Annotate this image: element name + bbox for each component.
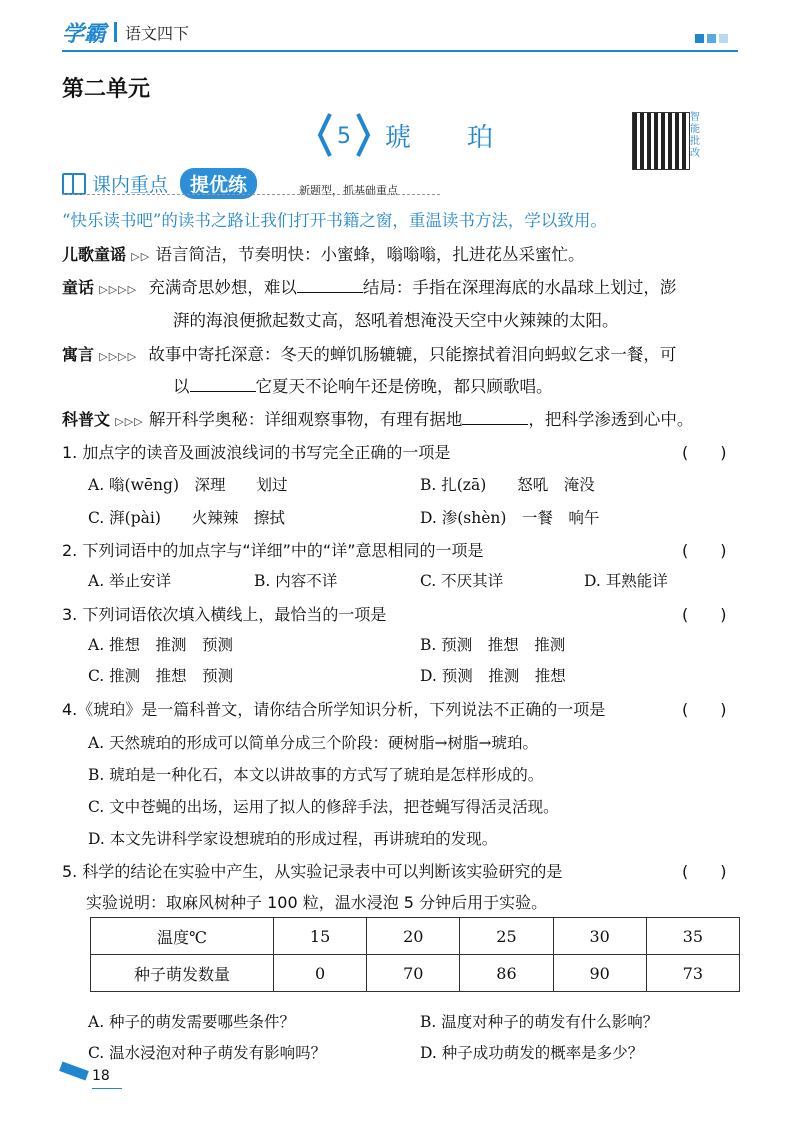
- table-cell: 30: [553, 918, 646, 955]
- arrow-icon: ▷▷▷: [115, 415, 144, 428]
- question-3: 3. 下列词语依次填入横线上，最恰当的一项是: [62, 605, 387, 624]
- header-logo: [62, 16, 189, 48]
- question-5: 5. 科学的结论在实验中产生，从实验记录表中可以判断该实验研究的是: [62, 862, 563, 881]
- fill-blank[interactable]: [297, 278, 363, 293]
- answer-paren-4[interactable]: ( ): [682, 700, 727, 719]
- q5-option-b[interactable]: B. 温度对种子的萌发有什么影响？: [420, 1013, 659, 1031]
- genre-text: ，把科学渗透到心中。: [528, 410, 694, 429]
- table-cell: 0: [274, 955, 367, 992]
- q1-option-c[interactable]: C. 湃(pài) 火辣辣 擦拭: [88, 509, 285, 527]
- question-2: 2. 下列词语中的加点字与“详细”中的“详”意思相同的一项是: [62, 541, 484, 560]
- genre-row-3-cont: [173, 373, 553, 397]
- table-cell: 90: [553, 955, 646, 992]
- answer-paren-1[interactable]: ( ): [682, 443, 727, 462]
- q1-option-b[interactable]: B. 扎(zā) 怒吼 淹没: [420, 476, 595, 494]
- row-header: 温度℃: [91, 918, 274, 955]
- genre-text: 充满奇思妙想，难以: [148, 278, 297, 297]
- genre-text: 结局：手指在深理海底的水晶球上划过，澎: [362, 278, 677, 297]
- genre-row-3: [62, 341, 676, 365]
- experiment-note: 实验说明：取麻风树种子 100 粒，温水浸泡 5 分钟后用于实验。: [86, 893, 548, 912]
- table-cell: 86: [460, 955, 553, 992]
- lesson-number: 5: [337, 124, 351, 149]
- q4-option-a[interactable]: A. 天然琥珀的形成可以简单分成三个阶段：硬树脂→树脂→琥珀。: [88, 734, 539, 752]
- q1-option-a[interactable]: A. 嗡(wēng) 深理 划过: [88, 476, 288, 494]
- answer-paren-2[interactable]: ( ): [682, 541, 727, 560]
- square-2: [707, 34, 716, 43]
- page-number-rule: [92, 1088, 122, 1089]
- qr-code-icon[interactable]: [632, 112, 690, 170]
- genre-text: 以: [173, 377, 190, 396]
- genre-row-2-cont: 湃的海浪便掀起数丈高，怒吼着想淹没天空中火辣辣的太阳。: [173, 311, 619, 330]
- row-header: 种子萌发数量: [91, 955, 274, 992]
- brand-logo: 学霸: [62, 21, 107, 47]
- page-number: 18: [92, 1068, 110, 1084]
- table-cell: 73: [646, 955, 739, 992]
- header-squares: [695, 34, 728, 43]
- q2-option-c[interactable]: C. 不厌其详: [420, 572, 504, 590]
- intro-text: “快乐读书吧”的读书之路让我们打开书籍之窗，重温读书方法，学以致用。: [62, 211, 607, 230]
- q3-option-c[interactable]: C. 推测 推想 预测: [88, 667, 234, 685]
- experiment-table: [90, 917, 740, 992]
- pencil-icon: [59, 1062, 89, 1081]
- genre-label: 童话: [62, 278, 95, 297]
- genre-row-1: [62, 241, 584, 265]
- q4-option-d[interactable]: D. 本文先讲科学家设想琥珀的形成过程，再讲琥珀的发现。: [88, 830, 498, 848]
- answer-paren-5[interactable]: ( ): [682, 862, 727, 881]
- section-title: 课内重点: [92, 174, 169, 196]
- table-cell: 70: [367, 955, 460, 992]
- fill-blank[interactable]: [462, 410, 528, 425]
- arrow-icon: ▷▷: [131, 250, 151, 263]
- square-1: [695, 34, 704, 43]
- q3-option-a[interactable]: A. 推想 推测 预测: [88, 636, 234, 654]
- book-icon: [62, 173, 86, 195]
- genre-label: 科普文: [62, 410, 111, 429]
- q3-option-b[interactable]: B. 预测 推想 推测: [420, 636, 566, 654]
- table-cell: 20: [367, 918, 460, 955]
- unit-title: 第二单元: [62, 77, 151, 102]
- section-divider: [62, 193, 440, 195]
- genre-label: 儿歌童谣: [62, 245, 127, 264]
- header-divider: [114, 22, 117, 42]
- q1-option-d[interactable]: D. 渗(shèn) 一餐 响午: [420, 509, 600, 527]
- table-cell: 25: [460, 918, 553, 955]
- genre-text: 解开科学奥秘：详细观察事物，有理有据地: [148, 410, 463, 429]
- header-rule: [62, 50, 738, 52]
- qr-label: 智能批改: [690, 112, 700, 159]
- square-3: [719, 34, 728, 43]
- q2-option-b[interactable]: B. 内容不详: [254, 572, 338, 590]
- q4-option-b[interactable]: B. 琥珀是一种化石，本文以讲故事的方式写了琥珀是怎样形成的。: [88, 766, 544, 784]
- arrow-icon: ▷▷▷▷: [99, 350, 138, 363]
- table-cell: 15: [274, 918, 367, 955]
- q5-option-d[interactable]: D. 种子成功萌发的概率是多少？: [420, 1044, 644, 1062]
- genre-text: 语言简洁，节奏明快：小蜜蜂，嗡嗡嗡，扎进花丛采蜜忙。: [155, 245, 585, 264]
- lesson-title: 琥珀: [385, 123, 550, 153]
- lesson-number-badge: [316, 112, 372, 158]
- genre-label: 寓言: [62, 345, 95, 364]
- q4-option-c[interactable]: C. 文中苍蝇的出场，运用了拟人的修辞手法，把苍蝇写得活灵活现。: [88, 798, 559, 816]
- question-4: 4.《琥珀》是一篇科普文，请你结合所学知识分析，下列说法不正确的一项是: [62, 700, 606, 719]
- answer-paren-3[interactable]: ( ): [682, 605, 727, 624]
- section-subtitle: 新题型，抓基础重点: [299, 183, 399, 197]
- genre-text: 故事中寄托深意：冬天的蝉饥肠辘辘，只能擦拭着泪向蚂蚁乞求一餐，可: [148, 345, 677, 364]
- genre-text: 它夏天不论响午还是傍晚，都只顾歌唱。: [255, 377, 553, 396]
- section-pill: 提优练: [180, 168, 257, 199]
- table-row: [91, 955, 740, 992]
- q2-option-d[interactable]: D. 耳熟能详: [584, 572, 668, 590]
- q5-option-c[interactable]: C. 温水浸泡对种子萌发有影响吗？: [88, 1044, 327, 1062]
- q2-option-a[interactable]: A. 举止安详: [88, 572, 172, 590]
- q3-option-d[interactable]: D. 预测 推测 推想: [420, 667, 566, 685]
- arrow-icon: ▷▷▷▷: [99, 283, 138, 296]
- table-row: [91, 918, 740, 955]
- question-1: 1. 加点字的读音及画波浪线词的书写完全正确的一项是: [62, 443, 451, 462]
- genre-row-4: [62, 406, 693, 430]
- genre-row-2: [62, 274, 676, 298]
- book-title: 语文四下: [125, 23, 190, 43]
- fill-blank[interactable]: [190, 377, 256, 392]
- q5-option-a[interactable]: A. 种子的萌发需要哪些条件？: [88, 1013, 296, 1031]
- table-cell: 35: [646, 918, 739, 955]
